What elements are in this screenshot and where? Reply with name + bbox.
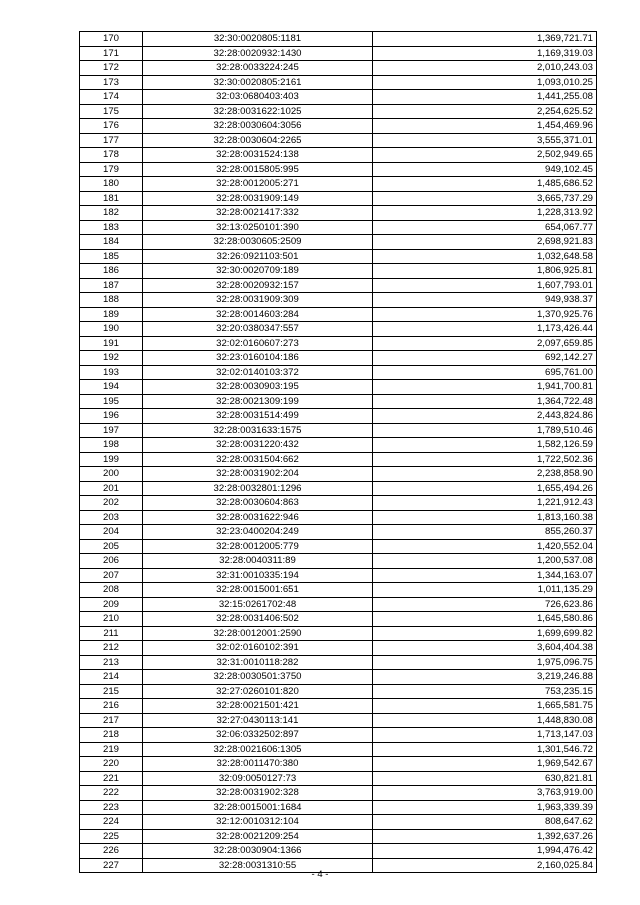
table-row (80, 104, 597, 119)
table-row (80, 365, 597, 380)
row-number-cell: 184 (80, 235, 143, 250)
table-row (80, 728, 597, 743)
table-row (80, 771, 597, 786)
amount-cell: 1,582,126.59 (373, 438, 597, 453)
cadastral-number-cell: 32:28:0012001:2590 (143, 626, 373, 641)
amount-cell: 1,221,912.43 (373, 496, 597, 511)
table-row (80, 293, 597, 308)
cadastral-number-cell: 32:31:0010118:282 (143, 655, 373, 670)
row-number-cell: 209 (80, 597, 143, 612)
row-number-cell: 170 (80, 32, 143, 47)
amount-cell: 1,093,010.25 (373, 75, 597, 90)
row-number-cell: 187 (80, 278, 143, 293)
amount-cell: 1,011,135.29 (373, 583, 597, 598)
cadastral-number-cell: 32:02:0160607:273 (143, 336, 373, 351)
table-row (80, 90, 597, 105)
table-row (80, 438, 597, 453)
table-row (80, 583, 597, 598)
table-row (80, 409, 597, 424)
table-row (80, 844, 597, 859)
table-row (80, 742, 597, 757)
row-number-cell: 223 (80, 800, 143, 815)
amount-cell: 1,485,686.52 (373, 177, 597, 192)
row-number-cell: 190 (80, 322, 143, 337)
cadastral-number-cell: 32:28:0031622:946 (143, 510, 373, 525)
cadastral-number-cell: 32:28:0030904:1366 (143, 844, 373, 859)
table-body (80, 32, 597, 873)
amount-cell: 1,645,580.86 (373, 612, 597, 627)
amount-cell: 1,441,255.08 (373, 90, 597, 105)
cadastral-number-cell: 32:28:0021501:421 (143, 699, 373, 714)
row-number-cell: 178 (80, 148, 143, 163)
table-row (80, 307, 597, 322)
cadastral-number-cell: 32:02:0160102:391 (143, 641, 373, 656)
row-number-cell: 206 (80, 554, 143, 569)
cadastral-number-cell: 32:23:0400204:249 (143, 525, 373, 540)
cadastral-number-cell: 32:28:0032801:1296 (143, 481, 373, 496)
amount-cell: 1,655,494.26 (373, 481, 597, 496)
table-row (80, 394, 597, 409)
table-row (80, 481, 597, 496)
amount-cell: 2,097,659.85 (373, 336, 597, 351)
table-row (80, 75, 597, 90)
amount-cell: 692,142.27 (373, 351, 597, 366)
table-row (80, 525, 597, 540)
cadastral-number-cell: 32:28:0030604:863 (143, 496, 373, 511)
row-number-cell: 198 (80, 438, 143, 453)
cadastral-number-cell: 32:28:0012005:271 (143, 177, 373, 192)
cadastral-number-cell: 32:27:0430113:141 (143, 713, 373, 728)
amount-cell: 2,443,824.86 (373, 409, 597, 424)
amount-cell: 855,260.37 (373, 525, 597, 540)
page-number: - 4 - (311, 869, 329, 880)
amount-cell: 3,219,246.88 (373, 670, 597, 685)
cadastral-number-cell: 32:20:0380347:557 (143, 322, 373, 337)
amount-cell: 726,623.86 (373, 597, 597, 612)
cadastral-number-cell: 32:28:0014603:284 (143, 307, 373, 322)
amount-cell: 1,963,339.39 (373, 800, 597, 815)
cadastral-number-cell: 32:30:0020805:1181 (143, 32, 373, 47)
table-row (80, 800, 597, 815)
amount-cell: 2,010,243.03 (373, 61, 597, 76)
row-number-cell: 185 (80, 249, 143, 264)
amount-cell: 949,102.45 (373, 162, 597, 177)
amount-cell: 695,761.00 (373, 365, 597, 380)
row-number-cell: 173 (80, 75, 143, 90)
amount-cell: 1,448,830.08 (373, 713, 597, 728)
amount-cell: 1,364,722.48 (373, 394, 597, 409)
amount-cell: 654,067.77 (373, 220, 597, 235)
amount-cell: 1,722,502.36 (373, 452, 597, 467)
cadastral-number-cell: 32:28:0030501:3750 (143, 670, 373, 685)
amount-cell: 1,975,096.75 (373, 655, 597, 670)
table-row (80, 380, 597, 395)
row-number-cell: 221 (80, 771, 143, 786)
table-row (80, 61, 597, 76)
table-row (80, 336, 597, 351)
amount-cell: 949,938.37 (373, 293, 597, 308)
cadastral-number-cell: 32:28:0031310:55 (143, 858, 373, 873)
cadastral-number-cell: 32:30:0020709:189 (143, 264, 373, 279)
cadastral-number-cell: 32:28:0031902:328 (143, 786, 373, 801)
cadastral-number-cell: 32:28:0021606:1305 (143, 742, 373, 757)
table-row (80, 815, 597, 830)
cadastral-number-cell: 32:28:0033224:245 (143, 61, 373, 76)
amount-cell: 1,032,648.58 (373, 249, 597, 264)
row-number-cell: 186 (80, 264, 143, 279)
cadastral-number-cell: 32:28:0030903:195 (143, 380, 373, 395)
table-row (80, 235, 597, 250)
cadastral-number-cell: 32:28:0030604:3056 (143, 119, 373, 134)
table-row (80, 32, 597, 47)
row-number-cell: 225 (80, 829, 143, 844)
table-row (80, 351, 597, 366)
table-row (80, 191, 597, 206)
table-row (80, 322, 597, 337)
cadastral-number-cell: 32:27:0260101:820 (143, 684, 373, 699)
amount-cell: 1,607,793.01 (373, 278, 597, 293)
amount-cell: 1,420,552.04 (373, 539, 597, 554)
row-number-cell: 200 (80, 467, 143, 482)
table-row (80, 670, 597, 685)
cadastral-number-cell: 32:28:0031524:138 (143, 148, 373, 163)
row-number-cell: 194 (80, 380, 143, 395)
amount-cell: 1,454,469.96 (373, 119, 597, 134)
row-number-cell: 210 (80, 612, 143, 627)
cadastral-number-cell: 32:28:0031633:1575 (143, 423, 373, 438)
table-row (80, 510, 597, 525)
cadastral-number-cell: 32:28:0031909:309 (143, 293, 373, 308)
cadastral-number-cell: 32:28:0021209:254 (143, 829, 373, 844)
row-number-cell: 226 (80, 844, 143, 859)
row-number-cell: 219 (80, 742, 143, 757)
cadastral-number-cell: 32:28:0031220:432 (143, 438, 373, 453)
amount-cell: 2,254,625.52 (373, 104, 597, 119)
row-number-cell: 172 (80, 61, 143, 76)
amount-cell: 1,789,510.46 (373, 423, 597, 438)
amount-cell: 1,941,700.81 (373, 380, 597, 395)
amount-cell: 1,169,319.03 (373, 46, 597, 61)
table-row (80, 539, 597, 554)
table-row (80, 786, 597, 801)
cadastral-number-cell: 32:15:0261702:48 (143, 597, 373, 612)
cadastral-number-cell: 32:28:0015805:995 (143, 162, 373, 177)
table-row (80, 177, 597, 192)
cadastral-number-cell: 32:28:0031514:499 (143, 409, 373, 424)
table-row (80, 597, 597, 612)
table-row (80, 568, 597, 583)
amount-cell: 2,238,858.90 (373, 467, 597, 482)
cadastral-number-cell: 32:28:0030605:2509 (143, 235, 373, 250)
cadastral-number-cell: 32:09:0050127:73 (143, 771, 373, 786)
cadastral-number-cell: 32:28:0020932:1430 (143, 46, 373, 61)
cadastral-number-cell: 32:03:0680403:403 (143, 90, 373, 105)
table-row (80, 133, 597, 148)
table-row (80, 220, 597, 235)
row-number-cell: 179 (80, 162, 143, 177)
table-row (80, 699, 597, 714)
row-number-cell: 183 (80, 220, 143, 235)
row-number-cell: 188 (80, 293, 143, 308)
table-row (80, 612, 597, 627)
table-row (80, 46, 597, 61)
row-number-cell: 175 (80, 104, 143, 119)
table-row (80, 554, 597, 569)
cadastral-number-cell: 32:28:0020932:157 (143, 278, 373, 293)
table-row (80, 452, 597, 467)
cadastral-number-cell: 32:28:0031909:149 (143, 191, 373, 206)
amount-cell: 1,369,721.71 (373, 32, 597, 47)
row-number-cell: 218 (80, 728, 143, 743)
row-number-cell: 213 (80, 655, 143, 670)
cadastral-number-cell: 32:28:0021417:332 (143, 206, 373, 221)
row-number-cell: 191 (80, 336, 143, 351)
table-row (80, 206, 597, 221)
row-number-cell: 203 (80, 510, 143, 525)
cadastral-number-cell: 32:28:0031902:204 (143, 467, 373, 482)
table-row (80, 496, 597, 511)
row-number-cell: 202 (80, 496, 143, 511)
amount-cell: 1,713,147.03 (373, 728, 597, 743)
cadastral-number-cell: 32:12:0010312:104 (143, 815, 373, 830)
amount-cell: 753,235.15 (373, 684, 597, 699)
amount-cell: 1,392,637.26 (373, 829, 597, 844)
cadastral-number-cell: 32:28:0040311:89 (143, 554, 373, 569)
cadastral-number-cell: 32:28:0015001:1684 (143, 800, 373, 815)
table-row (80, 757, 597, 772)
table-row (80, 641, 597, 656)
amount-cell: 2,502,949.65 (373, 148, 597, 163)
table-row (80, 119, 597, 134)
data-table (79, 31, 597, 873)
cadastral-number-cell: 32:28:0031406:502 (143, 612, 373, 627)
cadastral-number-cell: 32:28:0012005:779 (143, 539, 373, 554)
table-row (80, 626, 597, 641)
amount-cell: 1,994,476.42 (373, 844, 597, 859)
amount-cell: 1,699,699.82 (373, 626, 597, 641)
table-row (80, 655, 597, 670)
cadastral-number-cell: 32:13:0250101:390 (143, 220, 373, 235)
amount-cell: 2,160,025.84 (373, 858, 597, 873)
table-row (80, 829, 597, 844)
cadastral-number-cell: 32:30:0020805:2161 (143, 75, 373, 90)
amount-cell: 1,806,925.81 (373, 264, 597, 279)
cadastral-number-cell: 32:28:0011470:380 (143, 757, 373, 772)
row-number-cell: 214 (80, 670, 143, 685)
amount-cell: 1,301,546.72 (373, 742, 597, 757)
amount-cell: 2,698,921.83 (373, 235, 597, 250)
row-number-cell: 215 (80, 684, 143, 699)
amount-cell: 1,813,160.38 (373, 510, 597, 525)
row-number-cell: 196 (80, 409, 143, 424)
row-number-cell: 192 (80, 351, 143, 366)
row-number-cell: 217 (80, 713, 143, 728)
row-number-cell: 197 (80, 423, 143, 438)
amount-cell: 1,228,313.92 (373, 206, 597, 221)
amount-cell: 3,604,404.38 (373, 641, 597, 656)
row-number-cell: 193 (80, 365, 143, 380)
row-number-cell: 204 (80, 525, 143, 540)
table-row (80, 249, 597, 264)
amount-cell: 1,370,925.76 (373, 307, 597, 322)
cadastral-number-cell: 32:28:0031504:662 (143, 452, 373, 467)
table-row (80, 278, 597, 293)
table-row (80, 423, 597, 438)
amount-cell: 808,647.62 (373, 815, 597, 830)
cadastral-number-cell: 32:06:0332502:897 (143, 728, 373, 743)
row-number-cell: 180 (80, 177, 143, 192)
row-number-cell: 195 (80, 394, 143, 409)
row-number-cell: 182 (80, 206, 143, 221)
row-number-cell: 227 (80, 858, 143, 873)
cadastral-number-cell: 32:02:0140103:372 (143, 365, 373, 380)
row-number-cell: 171 (80, 46, 143, 61)
row-number-cell: 222 (80, 786, 143, 801)
row-number-cell: 199 (80, 452, 143, 467)
row-number-cell: 216 (80, 699, 143, 714)
amount-cell: 1,200,537.08 (373, 554, 597, 569)
amount-cell: 1,173,426.44 (373, 322, 597, 337)
cadastral-number-cell: 32:31:0010335:194 (143, 568, 373, 583)
row-number-cell: 181 (80, 191, 143, 206)
table-row (80, 264, 597, 279)
row-number-cell: 224 (80, 815, 143, 830)
cadastral-number-cell: 32:28:0030604:2265 (143, 133, 373, 148)
table-row (80, 467, 597, 482)
amount-cell: 3,665,737.29 (373, 191, 597, 206)
cadastral-number-cell: 32:28:0031622:1025 (143, 104, 373, 119)
cadastral-number-cell: 32:23:0160104:186 (143, 351, 373, 366)
row-number-cell: 220 (80, 757, 143, 772)
amount-cell: 1,665,581.75 (373, 699, 597, 714)
cadastral-number-cell: 32:28:0021309:199 (143, 394, 373, 409)
table-row (80, 148, 597, 163)
amount-cell: 1,344,163.07 (373, 568, 597, 583)
row-number-cell: 208 (80, 583, 143, 598)
row-number-cell: 176 (80, 119, 143, 134)
table-row (80, 713, 597, 728)
amount-cell: 630,821.81 (373, 771, 597, 786)
amount-cell: 3,555,371.01 (373, 133, 597, 148)
amount-cell: 3,763,919.00 (373, 786, 597, 801)
row-number-cell: 207 (80, 568, 143, 583)
cadastral-number-cell: 32:26:0921103:501 (143, 249, 373, 264)
amount-cell: 1,969,542.67 (373, 757, 597, 772)
row-number-cell: 189 (80, 307, 143, 322)
row-number-cell: 177 (80, 133, 143, 148)
table-row (80, 162, 597, 177)
table-row (80, 684, 597, 699)
row-number-cell: 205 (80, 539, 143, 554)
row-number-cell: 211 (80, 626, 143, 641)
row-number-cell: 174 (80, 90, 143, 105)
row-number-cell: 212 (80, 641, 143, 656)
cadastral-number-cell: 32:28:0015001:651 (143, 583, 373, 598)
row-number-cell: 201 (80, 481, 143, 496)
